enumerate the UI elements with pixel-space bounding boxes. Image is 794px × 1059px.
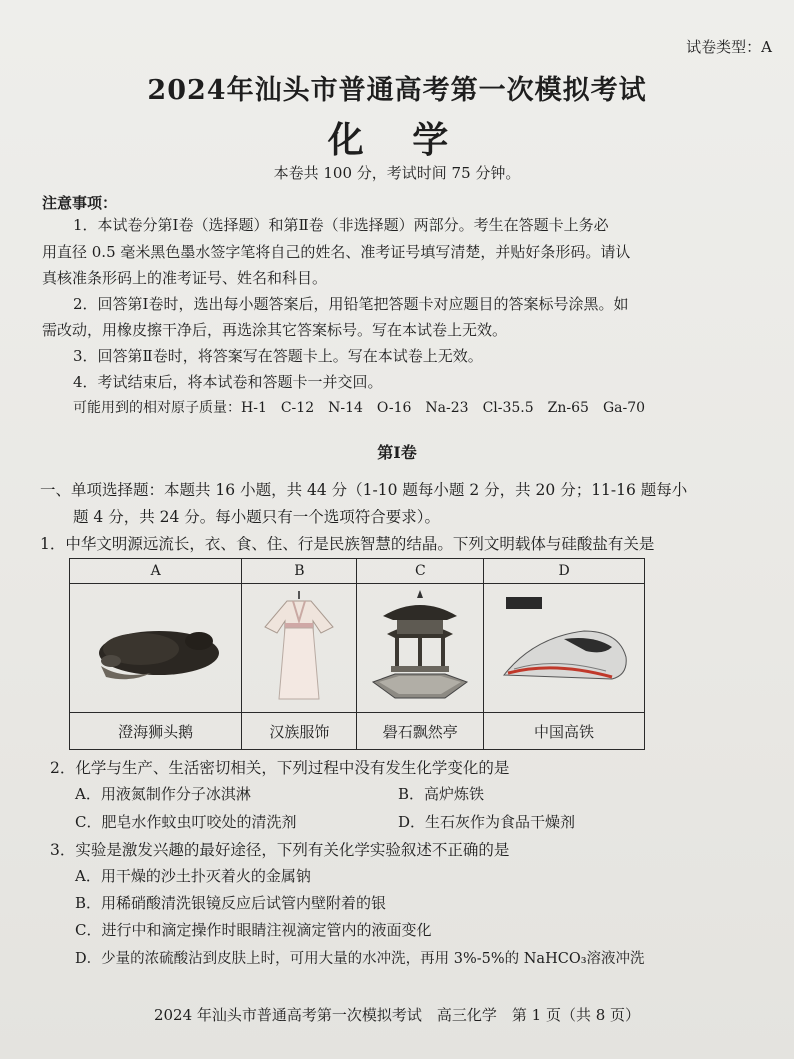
q1-col-d-caption: 中国高铁 bbox=[484, 713, 645, 750]
q1-options-table bbox=[69, 558, 645, 750]
notice-item-3: 3．回答第Ⅱ卷时，将答案写在答题卡上。写在本试卷上无效。 bbox=[73, 347, 483, 365]
q1-col-c-letter: C bbox=[357, 559, 484, 584]
section-instruction-line-1: 一、单项选择题：本题共 16 小题，共 44 分（1-10 题每小题 2 分，共 20 分；11-16 题每小 bbox=[40, 481, 688, 499]
q1-col-d-image bbox=[484, 584, 645, 713]
q1-col-b-letter: B bbox=[242, 559, 357, 584]
q3-option-d: D．少量的浓硫酸沾到皮肤上时，可用大量的水冲洗，再用 3%-5%的 NaHCO₃溶液冲洗 bbox=[75, 951, 645, 967]
q3-option-c: C．进行中和滴定操作时眼睛注视滴定管内的液面变化 bbox=[75, 921, 432, 939]
q1-col-a-caption: 澄海狮头鹅 bbox=[70, 713, 242, 750]
q1-col-c-caption: 礐石飘然亭 bbox=[357, 713, 484, 750]
q2-option-d: D．生石灰作为食品干燥剂 bbox=[398, 813, 576, 831]
q1-col-c-image bbox=[357, 584, 484, 713]
q1-col-b-caption: 汉族服饰 bbox=[242, 713, 357, 750]
q1-col-a-letter: A bbox=[70, 559, 242, 584]
q2-stem: 2．化学与生产、生活密切相关，下列过程中没有发生化学变化的是 bbox=[50, 759, 510, 777]
notice-item-1-line-3: 真核准条形码上的准考证号、姓名和科目。 bbox=[42, 269, 328, 287]
q3-option-a: A．用干燥的沙土扑灭着火的金属钠 bbox=[75, 867, 311, 885]
q2-option-a: A．用液氮制作分子冰淇淋 bbox=[75, 785, 251, 803]
notice-item-1-line-1: 1．本试卷分第Ⅰ卷（选择题）和第Ⅱ卷（非选择题）两部分。考生在答题卡上务必 bbox=[73, 216, 609, 234]
section-title: 第Ⅰ卷 bbox=[377, 443, 417, 462]
score-time-line: 本卷共 100 分，考试时间 75 分钟。 bbox=[273, 164, 521, 182]
q1-col-d-letter: D bbox=[484, 559, 645, 584]
atomic-masses: 可能用到的相对原子质量：H-1 C-12 N-14 O-16 Na-23 Cl-35.5 Zn-65 Ga-70 bbox=[73, 400, 646, 416]
page-footer: 2024 年汕头市普通高考第一次模拟考试 高三化学 第 1 页（共 8 页） bbox=[153, 1006, 641, 1024]
notice-item-4: 4．考试结束后，将本试卷和答题卡一并交回。 bbox=[73, 373, 383, 391]
section-instruction-line-2: 题 4 分，共 24 分。每小题只有一个选项符合要求）。 bbox=[73, 508, 441, 526]
notice-heading: 注意事项： bbox=[42, 194, 118, 212]
q1-stem: 1．中华文明源远流长，衣、食、住、行是民族智慧的结晶。下列文明载体与硅酸盐有关是 bbox=[40, 535, 655, 553]
q3-stem: 3．实验是激发兴趣的最好途径，下列有关化学实验叙述不正确的是 bbox=[50, 841, 510, 859]
notice-item-2-line-1: 2．回答第Ⅰ卷时，选出每小题答案后，用铅笔把答题卡对应题目的答案标号涂黑。如 bbox=[73, 295, 629, 313]
q1-col-b-image bbox=[242, 584, 357, 713]
hanfu-image bbox=[249, 587, 349, 705]
q2-option-b: B．高炉炼铁 bbox=[398, 785, 485, 803]
pavilion-image bbox=[365, 586, 475, 706]
exam-title: 2024年汕头市普通高考第一次模拟考试 bbox=[147, 75, 647, 106]
q1-col-a-image bbox=[70, 584, 242, 713]
notice-item-2-line-2: 需改动，用橡皮擦干净后，再选涂其它答案标号。写在本试卷上无效。 bbox=[42, 321, 508, 339]
q2-option-c: C．肥皂水作蚊虫叮咬处的清洗剂 bbox=[75, 813, 297, 831]
high-speed-train-image bbox=[494, 587, 634, 705]
notice-item-1-line-2: 用直径 0.5 毫米黑色墨水签字笔将自己的姓名、准考证号填写清楚，并贴好条形码。请认 bbox=[42, 243, 631, 261]
q3-option-b: B．用稀硝酸清洗银镜反应后试管内壁附着的银 bbox=[75, 894, 387, 912]
roast-goose-image bbox=[81, 591, 231, 701]
subject-title: 化 学 bbox=[327, 119, 467, 161]
paper-type-tag: 试卷类型：A bbox=[686, 38, 772, 56]
